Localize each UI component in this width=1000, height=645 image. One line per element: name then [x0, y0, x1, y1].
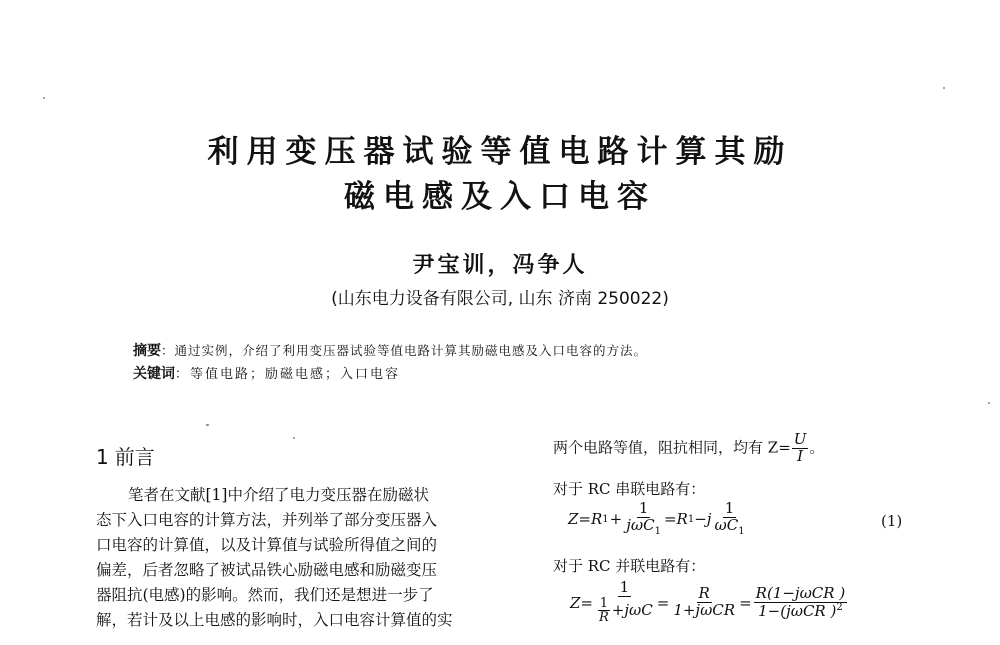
paper-title-line-2: 磁电感及入口电容 — [344, 179, 656, 215]
body-line: 偏差，后者忽略了被试品铁心励磁电感和励磁变压 — [96, 561, 438, 579]
affiliation: (山东电力设备有限公司, 山东 济南 250022) — [331, 289, 669, 309]
keywords-text: ：等值电路；励磁电感；入口电容 — [175, 367, 401, 382]
eq1-subscript: 1 — [602, 513, 609, 525]
fraction-numerator: 1 — [638, 499, 649, 517]
fraction-numerator: 1 — [599, 595, 609, 611]
eq1-subscript: 1 — [687, 513, 695, 525]
keywords-label: 关键词 — [133, 366, 175, 382]
equation-2 — [570, 580, 848, 625]
fraction-denominator: ωC — [714, 515, 739, 534]
scan-speck — [206, 424, 209, 426]
nested-fraction — [597, 597, 611, 625]
fraction-numerator: R(1−jωCR ) — [755, 583, 846, 602]
body-line: 态下入口电容的计算方法，并列举了部分变压器入 — [96, 511, 438, 529]
fraction-denominator: 1−(jωCR ) — [758, 601, 837, 620]
equation-number: (1) — [881, 512, 903, 530]
eq1-lhs: Z=R — [568, 510, 603, 529]
series-circuit-intro: 对于 RC 串联电路有： — [553, 480, 706, 498]
eq1-fraction-2 — [712, 501, 746, 537]
eq2-fraction-2 — [671, 586, 737, 619]
eq1-subscript: 1 — [654, 525, 661, 537]
fraction-denominator: R — [599, 610, 609, 626]
paper-title-line-1: 利用变压器试验等值电路计算其励 — [207, 134, 793, 170]
section-heading — [96, 441, 161, 470]
abstract-label: 摘要 — [133, 343, 161, 359]
eq1-mid: =R — [663, 510, 688, 529]
eq1-fraction-1 — [624, 501, 663, 537]
eq1-subscript: 1 — [738, 525, 745, 537]
equation-1 — [568, 501, 748, 537]
fraction-denominator: 1+jωCR — [673, 601, 736, 620]
sentence-end: 。 — [809, 438, 825, 457]
scan-speck — [293, 437, 295, 439]
body-line: 解，若计及以上电感的影响时，入口电容计算值的实 — [96, 611, 453, 629]
scan-speck — [943, 87, 945, 89]
section-number: 1 — [96, 445, 109, 469]
abstract — [133, 340, 647, 360]
impedance-statement — [553, 432, 824, 465]
body-line: 器阻抗(电感)的影响。然而，我们还是想进一步了 — [96, 586, 434, 604]
fraction-denominator: I — [797, 446, 804, 465]
fraction-numerator: U — [793, 430, 807, 448]
impedance-text: 两个电路等值，阻抗相同，均有 Z= — [553, 438, 791, 457]
u-over-i-fraction — [792, 432, 809, 465]
keywords — [133, 363, 400, 383]
fraction-denominator-tail: +jωC — [611, 601, 653, 620]
scan-speck — [43, 97, 45, 99]
body-line: 笔者在文献[1]中介绍了电力变压器在励磁状 — [128, 486, 429, 504]
eq2-fraction-1 — [594, 580, 655, 625]
fraction-numerator: 1 — [619, 578, 630, 596]
fraction-numerator: R — [698, 584, 710, 603]
eq2-exponent: 2 — [836, 601, 843, 613]
authors: 尹宝训，冯争人 — [412, 252, 588, 278]
eq2-equals: = — [656, 593, 670, 612]
eq2-lhs: Z= — [570, 593, 593, 612]
eq1-plus: + — [609, 510, 623, 529]
section-title: 前言 — [114, 445, 155, 469]
eq1-minus: −j — [694, 510, 712, 529]
eq2-equals: = — [739, 593, 752, 612]
body-paragraph — [96, 483, 488, 633]
scan-speck — [988, 402, 990, 404]
eq2-fraction-3 — [754, 583, 848, 620]
fraction-denominator: jωC — [626, 515, 655, 534]
parallel-circuit-intro: 对于 RC 并联电路有： — [553, 557, 706, 575]
body-line: 口电容的计算值，以及计算值与试验所得值之间的 — [96, 536, 438, 554]
fraction-numerator: 1 — [724, 499, 735, 517]
abstract-text: ：通过实例，介绍了利用变压器试验等值电路计算其励磁电感及入口电容的方法。 — [161, 343, 648, 358]
